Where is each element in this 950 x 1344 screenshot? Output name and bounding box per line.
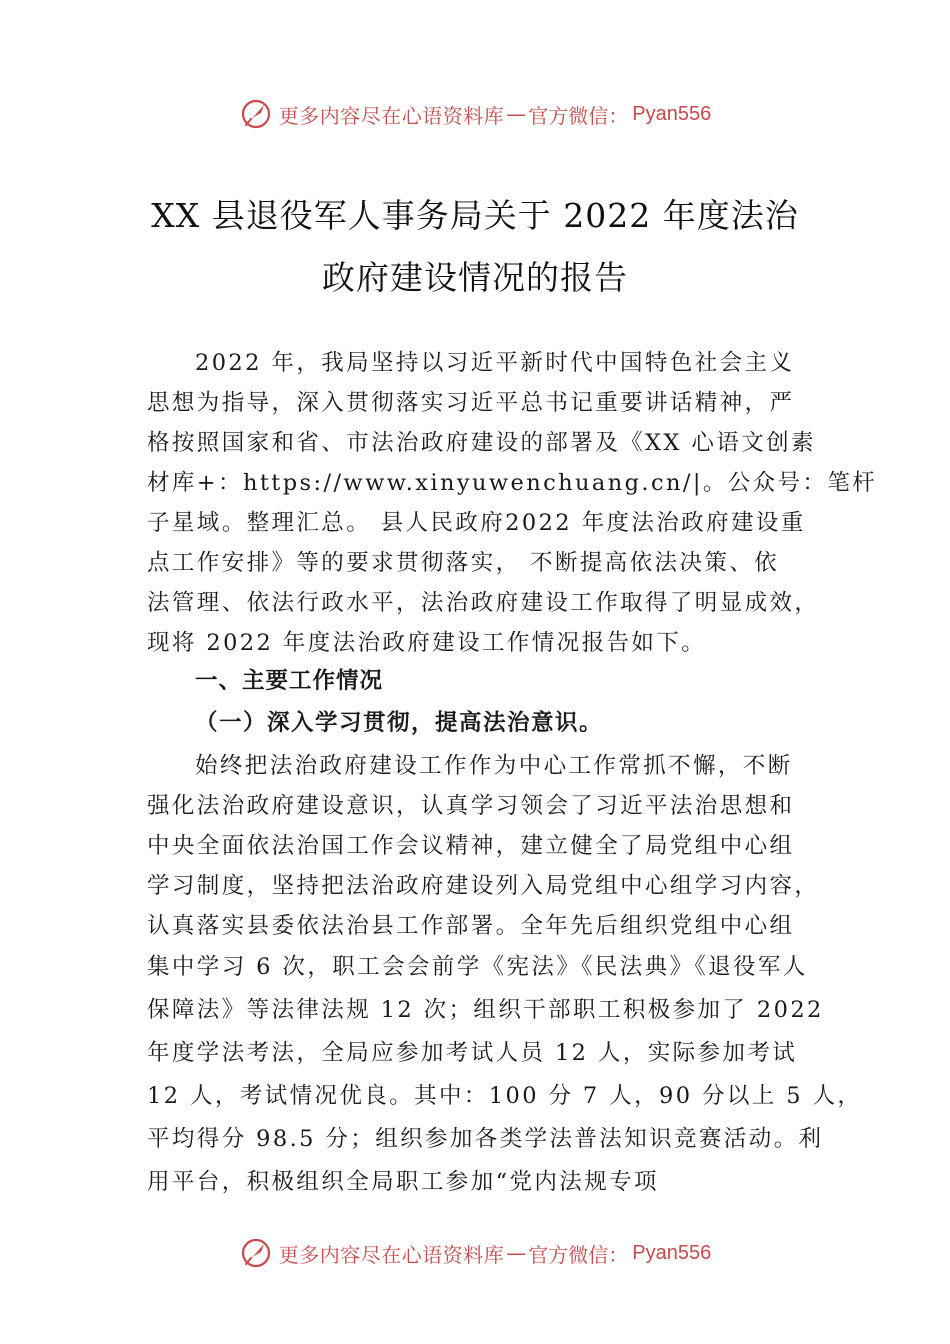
paragraph-line: 始终把法治政府建设工作作为中心工作常抓不懈，不断 <box>195 753 793 779</box>
subsection-heading: （一）深入学习贯彻，提高法治意识。 <box>195 710 604 736</box>
watermark-separator: — <box>506 1241 527 1265</box>
watermark-wechat-id: Pyan556 <box>632 102 712 125</box>
paragraph-line: 法管理、依法行政水平，法治政府建设工作取得了明显成效， <box>147 590 820 616</box>
paragraph-line: 中央全面依法治国工作会议精神，建立健全了局党组中心组 <box>147 833 795 859</box>
paragraph-line: 12 人，考试情况优良。其中：100 分 7 人，90 分以上 5 人， <box>147 1083 863 1109</box>
paragraph-line: 现将 2022 年度法治政府建设工作情况报告如下。 <box>147 630 707 656</box>
bottom-watermark-banner <box>0 1233 950 1273</box>
paragraph-line: 用平台，积极组织全局职工参加“党内法规专项 <box>147 1169 659 1195</box>
paragraph-line: 2022 年，我局坚持以习近平新时代中国特色社会主义 <box>195 350 795 376</box>
watermark-text: 更多内容尽在心语资料库 <box>278 1242 505 1267</box>
paragraph-line: 点工作安排》等的要求贯彻落实， 不断提高依法决策、依 <box>147 550 780 576</box>
paragraph-line: 格按照国家和省、市法治政府建设的部署及《XX 心语文创素 <box>147 430 816 456</box>
paragraph-line: 思想为指导，深入贯彻落实习近平总书记重要讲话精神，严 <box>147 390 795 416</box>
watermark-wechat-label: 官方微信： <box>528 103 629 128</box>
paragraph-line: 强化法治政府建设意识，认真学习领会了习近平法治思想和 <box>147 793 795 819</box>
paragraph-line: 子星域。整理汇总。 县人民政府2022 年度法治政府建设重 <box>147 510 806 536</box>
watermark-wechat-id: Pyan556 <box>632 1241 712 1264</box>
feather-pen-logo-icon <box>239 1236 273 1270</box>
watermark-wechat-label: 官方微信： <box>528 1242 629 1267</box>
top-watermark-banner <box>0 94 950 134</box>
feather-pen-logo-icon <box>239 97 273 131</box>
paragraph-line: 平均得分 98.5 分；组织参加各类学法普法知识竞赛活动。利 <box>147 1126 824 1152</box>
document-title-line-1: XX 县退役军人事务局关于 2022 年度法治 <box>151 196 799 235</box>
watermark-separator: — <box>506 102 527 126</box>
paragraph-line: 保障法》等法律法规 12 次；组织干部职工积极参加了 2022 <box>147 997 824 1023</box>
paragraph-line: 认真落实县委依法治县工作部署。全年先后组织党组中心组 <box>147 913 795 939</box>
paragraph-line: 年度学法考法，全局应参加考试人员 12 人，实际参加考试 <box>147 1040 798 1066</box>
paragraph-line: 学习制度，坚持把法治政府建设列入局党组中心组学习内容， <box>147 873 820 899</box>
intro-paragraph <box>147 343 878 663</box>
document-title-line-2: 政府建设情况的报告 <box>322 258 628 297</box>
body-paragraph <box>147 746 863 1204</box>
paragraph-line: 集中学习 6 次，职工会会前学《宪法》《民法典》《退役军人 <box>147 954 808 980</box>
paragraph-line: 材库+：https://www.xinyuwenchuang.cn/|。公众号：笔杆 <box>147 470 878 496</box>
section-heading: 一、主要工作情况 <box>195 668 384 694</box>
watermark-text: 更多内容尽在心语资料库 <box>278 103 505 128</box>
